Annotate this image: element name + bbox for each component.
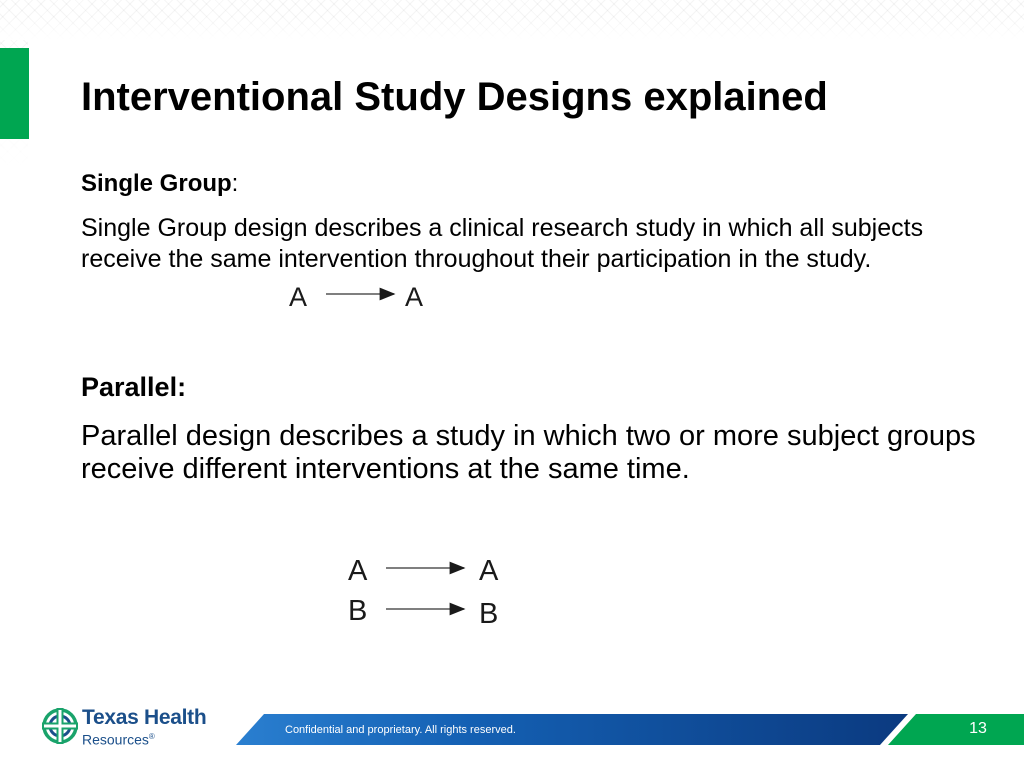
slide-title: Interventional Study Designs explained xyxy=(81,75,828,119)
single-group-heading xyxy=(81,168,238,200)
parallel-row1-to: A xyxy=(479,555,499,587)
single-group-heading-label: Single Group xyxy=(81,170,232,197)
logo-wordmark: Texas Health xyxy=(82,706,207,729)
footer-confidential: Confidential and proprietary. All rights reserved. xyxy=(285,724,516,736)
logo-trademark: ® xyxy=(148,732,155,741)
parallel-description: Parallel design describes a study in which two or more subject groups receive different interventions at the same time. xyxy=(81,420,976,485)
parallel-heading: Parallel: xyxy=(81,372,187,402)
single-group-description: Single Group design describes a clinical research study in which all subjects receive the same intervention throughout their participation in the study. xyxy=(81,214,924,273)
single-diagram-from: A xyxy=(289,282,308,312)
accent-bar xyxy=(0,48,29,139)
header-pattern xyxy=(0,0,1024,40)
parallel-row2-to: B xyxy=(479,598,499,630)
parallel-row2-from: B xyxy=(348,595,368,627)
logo-subtitle-text: Resources xyxy=(82,731,149,748)
single-group-heading-colon: : xyxy=(231,170,239,197)
page-number: 13 xyxy=(969,720,987,737)
texas-health-cross-icon xyxy=(40,705,82,747)
single-diagram-to: A xyxy=(405,282,424,312)
single-group-diagram xyxy=(284,278,434,312)
parallel-row1-from: A xyxy=(348,555,368,587)
parallel-diagram xyxy=(345,548,515,630)
logo-subtitle xyxy=(82,729,155,748)
